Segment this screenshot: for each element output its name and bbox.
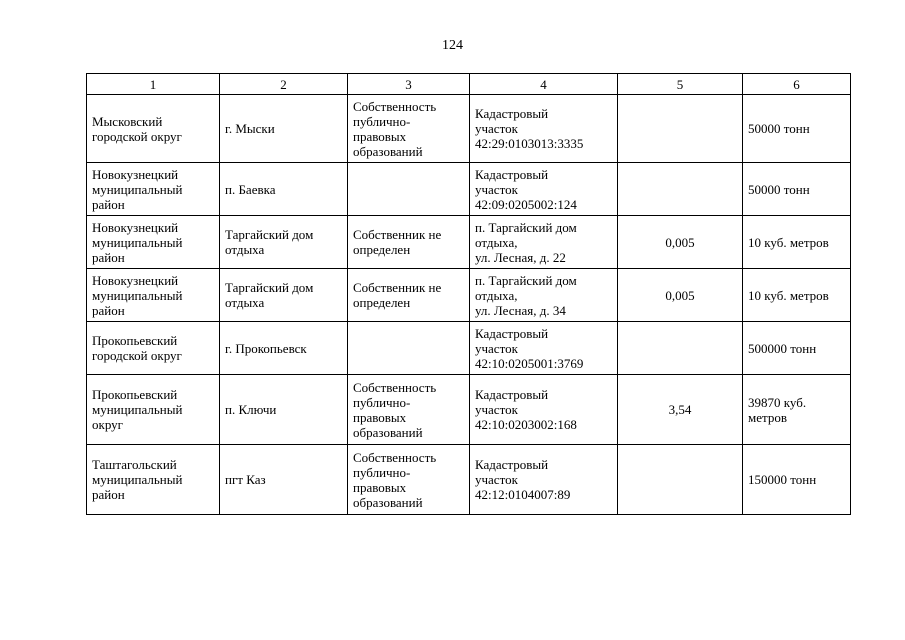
column-header: 5 <box>618 74 743 95</box>
locality-cell: пгт Каз <box>220 445 348 515</box>
area-cell: 3,54 <box>618 375 743 445</box>
table-row <box>87 269 851 322</box>
ownership-cell: Собственность публично- правовых образований <box>348 375 470 445</box>
district-cell: Прокопьевский муниципальный округ <box>87 375 220 445</box>
column-header: 3 <box>348 74 470 95</box>
volume-cell: 10 куб. метров <box>743 269 851 322</box>
district-cell: Новокузнецкий муниципальный район <box>87 269 220 322</box>
column-header: 4 <box>470 74 618 95</box>
locality-cell: п. Баевка <box>220 163 348 216</box>
ownership-cell: Собственник не определен <box>348 216 470 269</box>
address-cell: Кадастровый участок 42:29:0103013:3335 <box>470 95 618 163</box>
volume-cell: 150000 тонн <box>743 445 851 515</box>
area-cell <box>618 95 743 163</box>
area-cell: 0,005 <box>618 216 743 269</box>
district-cell: Таштагольский муниципальный район <box>87 445 220 515</box>
volume-cell: 39870 куб. метров <box>743 375 851 445</box>
ownership-cell: Собственность публично- правовых образований <box>348 445 470 515</box>
column-header: 1 <box>87 74 220 95</box>
column-header: 6 <box>743 74 851 95</box>
ownership-cell <box>348 322 470 375</box>
address-cell: Кадастровый участок 42:09:0205002:124 <box>470 163 618 216</box>
table-row <box>87 445 851 515</box>
address-cell: Кадастровый участок 42:12:0104007:89 <box>470 445 618 515</box>
area-cell: 0,005 <box>618 269 743 322</box>
table-row <box>87 95 851 163</box>
data-table <box>86 73 851 515</box>
page-number: 124 <box>442 38 463 53</box>
area-cell <box>618 445 743 515</box>
volume-cell: 500000 тонн <box>743 322 851 375</box>
address-cell: п. Таргайский дом отдыха, ул. Лесная, д. 34 <box>470 269 618 322</box>
table-header-row <box>87 74 851 95</box>
ownership-cell: Собственник не определен <box>348 269 470 322</box>
ownership-cell <box>348 163 470 216</box>
locality-cell: г. Прокопьевск <box>220 322 348 375</box>
area-cell <box>618 322 743 375</box>
volume-cell: 50000 тонн <box>743 95 851 163</box>
locality-cell: п. Ключи <box>220 375 348 445</box>
district-cell: Прокопьевский городской округ <box>87 322 220 375</box>
area-cell <box>618 163 743 216</box>
address-cell: п. Таргайский дом отдыха, ул. Лесная, д. 22 <box>470 216 618 269</box>
locality-cell: Таргайский дом отдыха <box>220 269 348 322</box>
table-row <box>87 375 851 445</box>
district-cell: Новокузнецкий муниципальный район <box>87 163 220 216</box>
volume-cell: 50000 тонн <box>743 163 851 216</box>
volume-cell: 10 куб. метров <box>743 216 851 269</box>
table-row <box>87 216 851 269</box>
table-row <box>87 322 851 375</box>
ownership-cell: Собственность публично- правовых образований <box>348 95 470 163</box>
locality-cell: Таргайский дом отдыха <box>220 216 348 269</box>
district-cell: Мысковский городской округ <box>87 95 220 163</box>
address-cell: Кадастровый участок 42:10:0205001:3769 <box>470 322 618 375</box>
address-cell: Кадастровый участок 42:10:0203002:168 <box>470 375 618 445</box>
column-header: 2 <box>220 74 348 95</box>
table-row <box>87 163 851 216</box>
district-cell: Новокузнецкий муниципальный район <box>87 216 220 269</box>
locality-cell: г. Мыски <box>220 95 348 163</box>
